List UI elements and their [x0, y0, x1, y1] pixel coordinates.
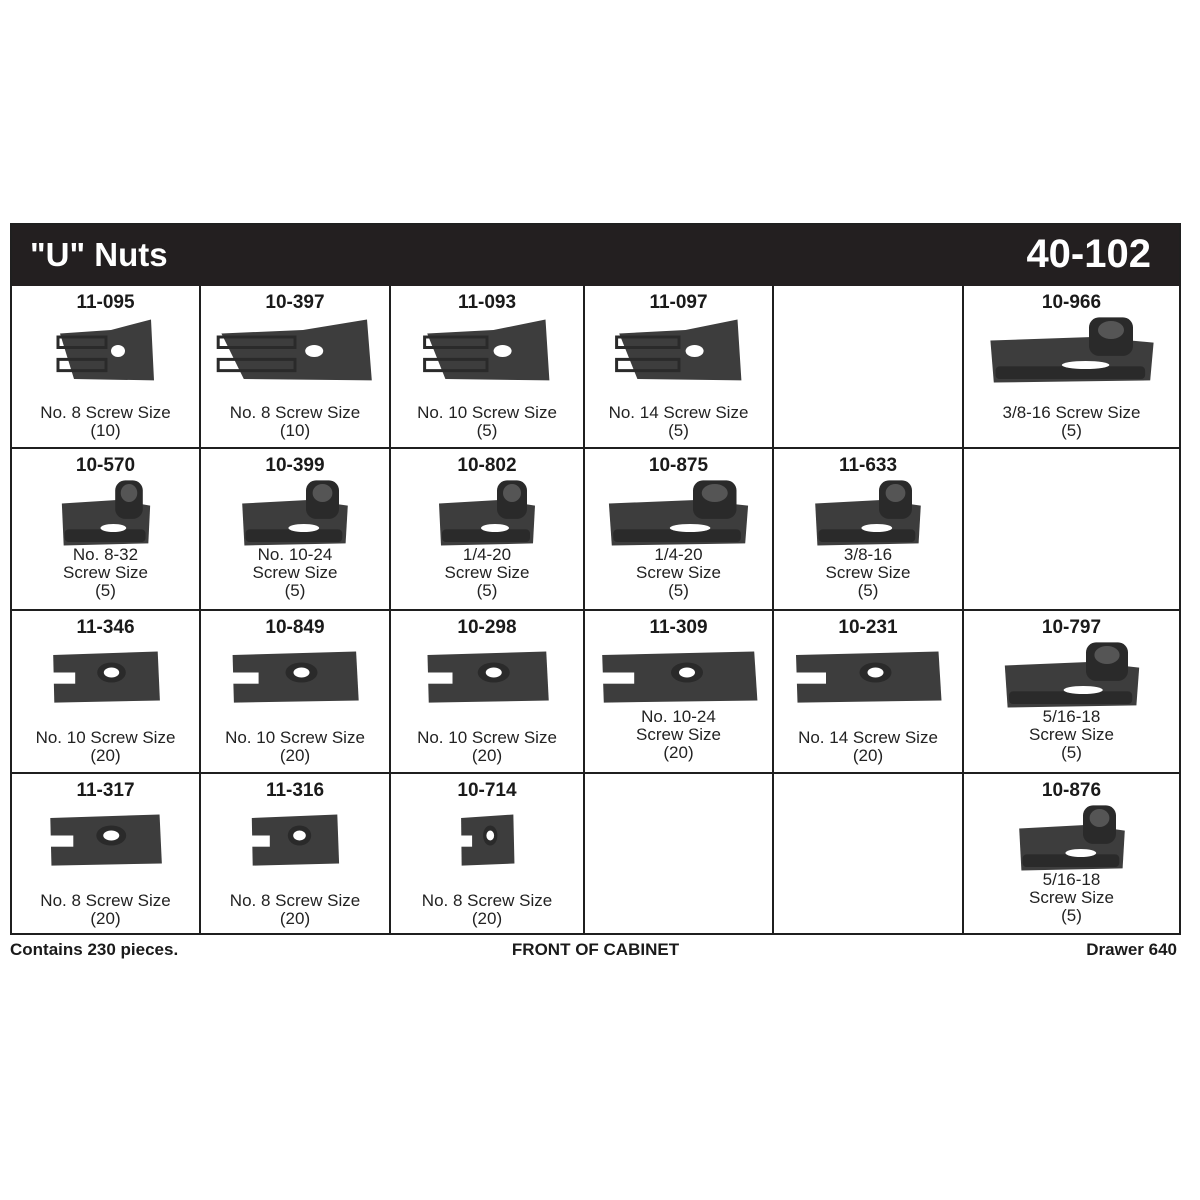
piece-quantity: (20): [90, 909, 121, 928]
screw-size-description: [12, 729, 199, 765]
screw-size-description: [201, 729, 389, 765]
piece-quantity: (20): [663, 743, 694, 762]
part-compartment: [585, 449, 774, 611]
part-number: 11-346: [76, 617, 135, 638]
description-line: Screw Size: [635, 563, 722, 582]
screw-size-description: [391, 729, 583, 765]
description-line: No. 10 Screw Size: [417, 403, 557, 422]
part-compartment: [391, 286, 585, 449]
screw-size-description: [201, 404, 389, 440]
part-number: 11-095: [76, 292, 135, 313]
u-nut-icon: [614, 316, 744, 386]
screw-size-description: [391, 892, 583, 928]
piece-quantity: (5): [1061, 743, 1082, 762]
part-number: 10-802: [457, 455, 517, 476]
part-number: 10-876: [1041, 780, 1102, 801]
part-image: [391, 641, 583, 715]
part-compartment: [964, 286, 1179, 449]
empty-compartment: [585, 774, 774, 933]
part-image: [12, 641, 199, 715]
description-line: No. 10-24: [257, 545, 333, 564]
description-line: No. 8 Screw Size: [229, 403, 361, 422]
piece-quantity: (10): [90, 421, 121, 440]
description-line: Screw Size: [62, 563, 149, 582]
u-nut-icon: [215, 316, 375, 386]
piece-count: Contains 230 pieces.: [10, 940, 179, 959]
piece-quantity: (5): [1061, 421, 1082, 440]
assortment-number: 40-102: [1026, 232, 1151, 276]
piece-quantity: (20): [471, 909, 503, 928]
description-line: 5/16-18: [1042, 870, 1101, 889]
screw-size-description: [774, 546, 962, 600]
piece-quantity: (5): [476, 421, 498, 440]
piece-quantity: (20): [471, 746, 503, 765]
u-nut-icon: [230, 641, 360, 711]
part-compartment: [12, 449, 201, 611]
description-line: 5/16-18: [1042, 707, 1101, 726]
description-line: No. 8 Screw Size: [229, 891, 361, 910]
screw-size-description: [585, 404, 772, 440]
screw-size-description: [391, 404, 583, 440]
screw-size-description: [12, 404, 199, 440]
empty-compartment: [774, 774, 964, 933]
u-nut-icon: [1002, 641, 1142, 711]
piece-quantity: (5): [668, 581, 689, 600]
part-number: 10-797: [1041, 617, 1102, 638]
part-image: [391, 316, 583, 390]
description-line: 3/8-16 Screw Size: [1002, 403, 1141, 422]
part-compartment: [774, 611, 964, 774]
part-compartment: [964, 611, 1179, 774]
screw-size-description: [964, 404, 1179, 440]
u-nut-icon: [250, 804, 340, 874]
screw-size-description: [774, 729, 962, 765]
screw-size-description: [201, 546, 389, 600]
drawer-number: Drawer 640: [1086, 940, 1177, 959]
screw-size-description: [12, 546, 199, 600]
part-number: 10-231: [838, 617, 898, 638]
description-line: No. 14 Screw Size: [798, 728, 938, 747]
part-image: [12, 316, 199, 390]
part-number: 10-714: [457, 780, 517, 801]
description-line: No. 8 Screw Size: [421, 891, 553, 910]
description-line: No. 14 Screw Size: [608, 403, 749, 422]
description-line: Screw Size: [252, 563, 338, 582]
part-number: 10-875: [648, 455, 709, 476]
u-nut-icon: [813, 479, 923, 549]
u-nut-icon: [793, 641, 943, 711]
u-nut-icon: [599, 641, 759, 711]
part-image: [201, 641, 389, 715]
piece-quantity: (5): [476, 581, 498, 600]
drawer-chart: [10, 223, 1181, 935]
u-nut-icon: [460, 804, 515, 874]
part-number: 10-399: [265, 455, 325, 476]
piece-quantity: (5): [95, 581, 116, 600]
part-compartment: [391, 611, 585, 774]
part-number: 11-317: [76, 780, 135, 801]
parts-grid: [12, 286, 1179, 933]
part-image: [201, 316, 389, 390]
part-number: 11-316: [265, 780, 325, 801]
part-image: [585, 641, 772, 715]
u-nut-icon: [56, 316, 156, 386]
description-line: Screw Size: [825, 563, 911, 582]
part-image: [391, 479, 583, 553]
description-line: Screw Size: [1028, 888, 1115, 907]
part-number: 11-093: [457, 292, 517, 313]
u-nut-icon: [1017, 804, 1127, 874]
part-compartment: [964, 774, 1179, 933]
description-line: No. 8 Screw Size: [40, 891, 171, 910]
description-line: Screw Size: [444, 563, 530, 582]
part-image: [201, 804, 389, 878]
part-compartment: [585, 611, 774, 774]
screw-size-description: [964, 871, 1179, 925]
piece-quantity: (20): [90, 746, 121, 765]
u-nut-icon: [987, 316, 1157, 386]
part-image: [774, 641, 962, 715]
part-image: [585, 316, 772, 390]
piece-quantity: (5): [857, 581, 879, 600]
part-number: 11-633: [838, 455, 898, 476]
part-compartment: [585, 286, 774, 449]
chart-title: "U" Nuts: [30, 236, 168, 273]
piece-quantity: (5): [668, 421, 689, 440]
part-compartment: [201, 611, 391, 774]
part-image: [201, 479, 389, 553]
part-compartment: [391, 449, 585, 611]
u-nut-icon: [51, 641, 161, 711]
piece-quantity: (20): [279, 909, 311, 928]
part-image: [12, 804, 199, 878]
empty-compartment: [774, 286, 964, 449]
part-compartment: [774, 449, 964, 611]
part-image: [391, 804, 583, 878]
description-line: 1/4-20: [462, 545, 512, 564]
part-number: 10-298: [457, 617, 517, 638]
part-image: [12, 479, 199, 553]
part-number: 10-570: [75, 455, 136, 476]
screw-size-description: [585, 546, 772, 600]
description-line: No. 8-32: [72, 545, 139, 564]
part-image: [964, 641, 1179, 715]
part-number: 10-849: [265, 617, 325, 638]
description-line: No. 8 Screw Size: [40, 403, 171, 422]
piece-quantity: (5): [1061, 906, 1082, 925]
part-image: [964, 804, 1179, 878]
description-line: No. 10 Screw Size: [417, 728, 557, 747]
u-nut-icon: [48, 804, 163, 874]
description-line: Screw Size: [635, 725, 722, 744]
description-line: No. 10-24: [641, 707, 716, 726]
part-number: 11-097: [649, 292, 708, 313]
screw-size-description: [12, 892, 199, 928]
part-compartment: [201, 449, 391, 611]
piece-quantity: (20): [852, 746, 884, 765]
part-number: 10-966: [1041, 292, 1102, 313]
description-line: 3/8-16: [843, 545, 893, 564]
part-number: 11-309: [649, 617, 708, 638]
screw-size-description: [964, 708, 1179, 762]
header-bar: [12, 225, 1179, 286]
part-image: [585, 479, 772, 553]
part-compartment: [12, 286, 201, 449]
description-line: No. 10 Screw Size: [35, 728, 176, 747]
u-nut-icon: [606, 479, 751, 549]
cabinet-orientation: FRONT OF CABINET: [511, 940, 680, 959]
piece-quantity: (5): [284, 581, 306, 600]
u-nut-icon: [425, 641, 550, 711]
part-image: [964, 316, 1179, 390]
u-nut-icon: [240, 479, 350, 549]
piece-quantity: (10): [279, 421, 311, 440]
u-nut-icon: [422, 316, 552, 386]
part-compartment: [12, 611, 201, 774]
description-line: 1/4-20: [654, 545, 703, 564]
description-line: Screw Size: [1028, 725, 1115, 744]
piece-quantity: (20): [279, 746, 311, 765]
part-compartment: [12, 774, 201, 933]
description-line: No. 10 Screw Size: [225, 728, 365, 747]
u-nut-icon: [60, 479, 152, 549]
screw-size-description: [391, 546, 583, 600]
screw-size-description: [585, 708, 772, 762]
part-compartment: [201, 774, 391, 933]
screw-size-description: [201, 892, 389, 928]
u-nut-icon: [437, 479, 537, 549]
part-image: [774, 479, 962, 553]
part-compartment: [201, 286, 391, 449]
empty-compartment: [964, 449, 1179, 611]
part-number: 10-397: [265, 292, 325, 313]
part-compartment: [391, 774, 585, 933]
